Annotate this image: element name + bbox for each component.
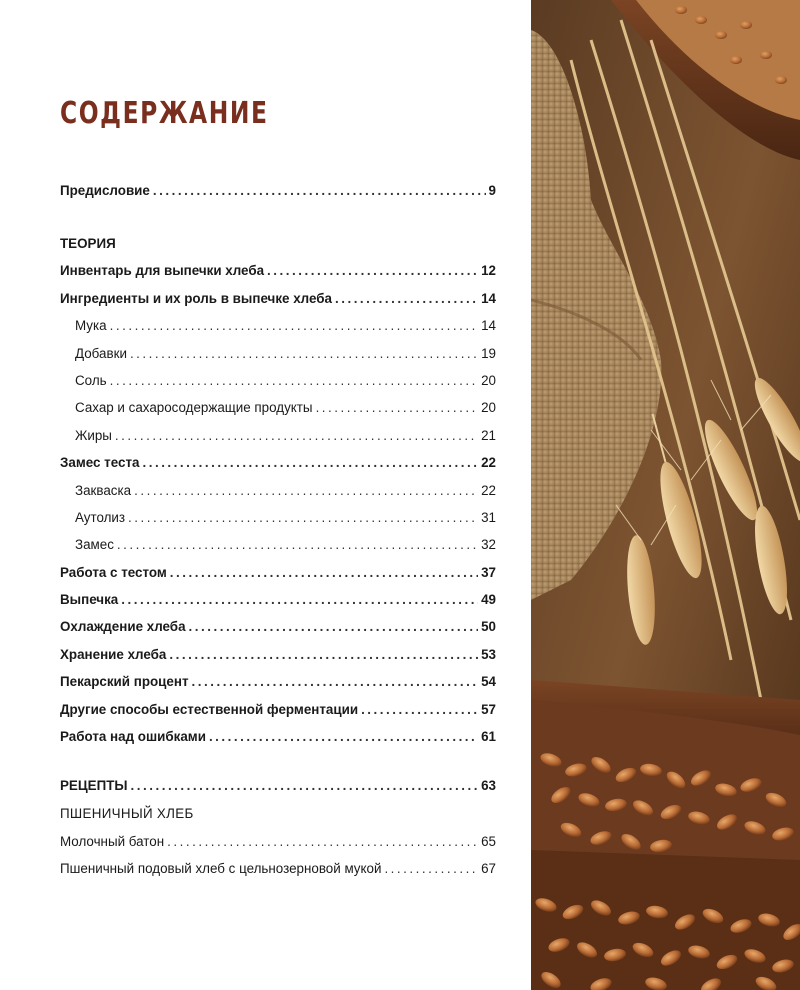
toc-entry: [60, 772, 496, 799]
toc-page-number: 67: [481, 861, 496, 877]
toc-entry-title: Замес теста: [60, 455, 140, 471]
toc-entry: [60, 285, 496, 312]
toc-entry-title: Предисловие: [60, 183, 150, 198]
wheat-photo: [531, 0, 800, 990]
toc-page-number: 54: [481, 674, 496, 690]
toc-page-number: 21: [481, 427, 496, 443]
toc-entry-title: Замес: [75, 537, 114, 553]
toc-page-number: 49: [481, 592, 496, 608]
dot-leader: [121, 586, 478, 613]
toc-entry: [60, 340, 496, 367]
toc-entry-title: Охлаждение хлеба: [60, 619, 186, 635]
toc-entry-title: Закваска: [75, 482, 132, 498]
toc-page-number: 63: [481, 778, 496, 794]
dot-leader: [192, 668, 479, 695]
dot-leader: [267, 257, 478, 284]
dot-leader: [131, 772, 479, 799]
toc-page-number: 14: [481, 318, 496, 334]
toc-page-number: 14: [481, 290, 496, 306]
toc-entry: [60, 477, 496, 504]
toc-entry-title: РЕЦЕПТЫ: [60, 778, 128, 794]
toc-entry-title: Пекарский процент: [60, 674, 189, 690]
toc-entry: [60, 367, 496, 394]
toc-entry-title: Инвентарь для выпечки хлеба: [60, 263, 265, 279]
toc-entry: [60, 257, 496, 284]
toc-page-number: 20: [481, 372, 496, 388]
toc-page-number: 53: [481, 646, 496, 662]
dot-leader: [110, 312, 478, 339]
toc-entry: [60, 449, 496, 476]
toc-page-number: 12: [481, 263, 496, 279]
dot-leader: [167, 828, 478, 855]
toc-entry: [60, 312, 496, 339]
toc-entry-title: Добавки: [75, 345, 127, 361]
toc-entry-title: Сахар и сахаросодержащие продукты: [75, 400, 313, 416]
toc-entry-title: Другие способы естественной ферментации: [60, 701, 359, 717]
toc-entry-title: Соль: [75, 372, 107, 388]
toc-entry-title: Работа над ошибками: [60, 729, 206, 745]
toc-page-number: 65: [481, 833, 496, 849]
dot-leader: [110, 367, 478, 394]
dot-leader: [384, 855, 478, 882]
dot-leader: [170, 559, 478, 586]
toc-gap: [60, 750, 496, 772]
toc-page-number: 37: [481, 564, 496, 580]
toc-entry: [60, 668, 496, 695]
toc-page-number: 50: [481, 619, 496, 635]
toc-entry: [60, 855, 496, 882]
dot-leader: [316, 394, 479, 421]
dot-leader: [361, 696, 478, 723]
toc-section-heading: ТЕОРИЯ: [60, 236, 116, 252]
toc-entry: [60, 723, 496, 750]
toc-page-number: 19: [481, 345, 496, 361]
toc-page-number: 61: [481, 729, 496, 745]
dot-leader: [189, 613, 479, 640]
toc-entry-title: Жиры: [75, 427, 112, 443]
dot-leader: [153, 177, 486, 204]
page-title: СОДЕРЖАНИЕ: [60, 96, 269, 131]
toc-entry: [60, 828, 496, 855]
toc-entry: [60, 613, 496, 640]
toc-page-number: 57: [481, 701, 496, 717]
toc-list: [60, 177, 496, 883]
toc-entry: [60, 177, 496, 204]
dot-leader: [209, 723, 478, 750]
dot-leader: [335, 285, 478, 312]
toc-entry-title: Хранение хлеба: [60, 646, 167, 662]
dot-leader: [115, 422, 478, 449]
toc-entry-title: Пшеничный подовый хлеб с цельнозерновой мукой: [60, 861, 382, 877]
toc-entry-title: Выпечка: [60, 592, 119, 608]
toc-entry-title: Молочный батон: [60, 833, 165, 849]
toc-entry-title: Мука: [75, 318, 107, 334]
dot-leader: [142, 449, 478, 476]
toc-page-number: 31: [481, 509, 496, 525]
toc-entry: [60, 559, 496, 586]
dot-leader: [117, 531, 478, 558]
toc-entry: [60, 641, 496, 668]
toc-entry-title: Аутолиз: [75, 509, 126, 525]
dot-leader: [134, 477, 478, 504]
toc-entry: [60, 394, 496, 421]
toc-entry-title: Работа с тестом: [60, 564, 167, 580]
dot-leader: [128, 504, 478, 531]
toc-page-number: 22: [481, 482, 496, 498]
toc-subsection-heading: ПШЕНИЧНЫЙ ХЛЕБ: [60, 805, 194, 821]
toc-entry: [60, 586, 496, 613]
toc-entry: [60, 504, 496, 531]
toc-page-number: 32: [481, 537, 496, 553]
dot-leader: [130, 340, 478, 367]
toc-page-number: 9: [488, 183, 496, 198]
toc-gap: [60, 204, 496, 226]
toc-page-number: 22: [481, 455, 496, 471]
toc-entry-title: Ингредиенты и их роль в выпечке хлеба: [60, 290, 332, 306]
toc-entry: [60, 696, 496, 723]
toc-entry: [60, 422, 496, 449]
toc-page-number: 20: [481, 400, 496, 416]
toc-entry: [60, 531, 496, 558]
dot-leader: [169, 641, 478, 668]
